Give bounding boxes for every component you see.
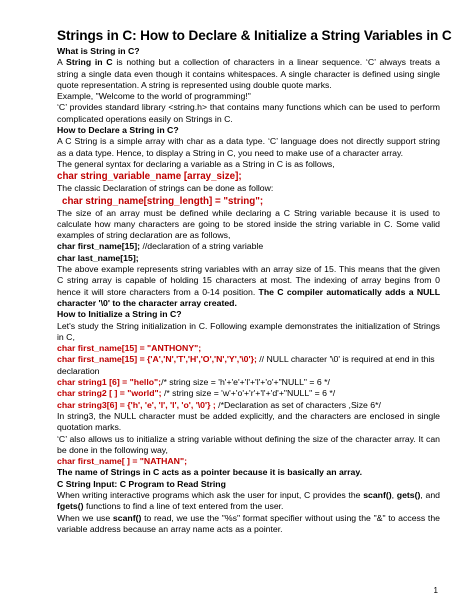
code-init-6: char first_name[ ] = "NATHAN";: [57, 456, 187, 467]
code-init-1: char first_name[15] = "ANTHONY";: [57, 343, 202, 354]
code-init-2: char first_name[15] = {'A','N','T','H','O','N','Y','\0'}; // NULL character '\0' is required at end in this declaration: [57, 354, 435, 376]
paragraph-initialize-intro: Let's study the String initialization in C. Following example demonstrates the initialization of Strings in C,: [57, 320, 440, 342]
document-body: [57, 46, 440, 535]
paragraph-string3: In string3, the NULL character must be added explicitly, and the characters are enclosed in single quotation marks.: [57, 410, 440, 433]
page-number: 1: [433, 586, 438, 595]
paragraph-library: ‘C’ provides standard library <string.h> that contains many functions which can be used to perform complicated operations easily on Strings in C.: [57, 102, 440, 124]
paragraph-example: Example, "Welcome to the world of programming!": [57, 91, 251, 102]
code-first-name: char first_name[15]; //declaration of a string variable: [57, 241, 264, 252]
paragraph-array-size: The size of an array must be defined while declaring a C String variable because it is used to calculate how many characters are going to be stored inside the string variable in C. Some valid examples of string declaration are as follows,: [57, 207, 440, 241]
section-heading-declare: How to Declare a String in C?: [57, 125, 179, 136]
section-heading-initialize: How to Initialize a String in C?: [57, 309, 182, 320]
paragraph-no-size: ‘C’ also allows us to initialize a string variable without defining the size of the character array. It can be done in the following way,: [57, 433, 440, 455]
paragraph-array-explanation: The above example represents string variables with an array size of 15. This means that the given C string array is capable of holding 15 characters at most. The indexing of array begins from 0 hence it will store characters from a 0-14 position. The C compiler automatically adds a NULL character '\0' to the character array created.: [57, 264, 441, 308]
paragraph-input-functions: When writing interactive programs which ask the user for input, C provides the scanf(), gets(), and fgets() functions to find a line of text entered from the user.: [57, 489, 441, 512]
paragraph-declare-intro: A C String is a simple array with char as a data type. ‘C’ language does not directly support string as a data type. Hence, to display a String in C, you need to make use of a character array.: [57, 136, 440, 158]
code-syntax: char string_variable_name [array_size];: [57, 171, 242, 183]
paragraph-scanf: When we use scanf() to read, we use the "%s" format specifier without using the "&" to access the variable address because an array name acts as a pointer.: [57, 512, 440, 534]
code-classic-declaration: char string_name[string_length] = "string";: [62, 195, 264, 207]
code-init-5: char string3[6] = {'h', 'e', 'l', 'l', 'o', '\0'} ; /*Declaration as set of characters ,Size 6*/: [57, 399, 381, 410]
section-heading-what-is-string: What is String in C?: [57, 46, 140, 56]
paragraph-definition: A String in C is nothing but a collection of characters in a linear sequence. ‘C’ always treats a string a single data even though it contains whitespaces. A single character is defined using single quote representation. A string is represented using double quote marks.: [57, 57, 441, 90]
code-init-3: char string1 [6] = "hello";/* string size = 'h'+'e'+'l'+'l'+'o'+"NULL" = 6 */: [57, 377, 330, 388]
paragraph-syntax-intro: The general syntax for declaring a variable as a String in C is as follows,: [57, 158, 335, 169]
page-title: Strings in C: How to Declare & Initialize a String Variables in C: [57, 28, 452, 43]
code-init-4: char string2 [ ] = "world"; /* string size = 'w'+'o'+'r'+'l'+'d'+"NULL" = 6 */: [57, 388, 336, 399]
paragraph-classic-declaration: The classic Declaration of strings can be done as follow:: [57, 183, 274, 194]
code-last-name: char last_name[15];: [57, 252, 139, 263]
section-heading-input: C String Input: C Program to Read String: [57, 478, 226, 489]
paragraph-pointer-note: The name of Strings in C acts as a pointer because it is basically an array.: [57, 467, 362, 478]
